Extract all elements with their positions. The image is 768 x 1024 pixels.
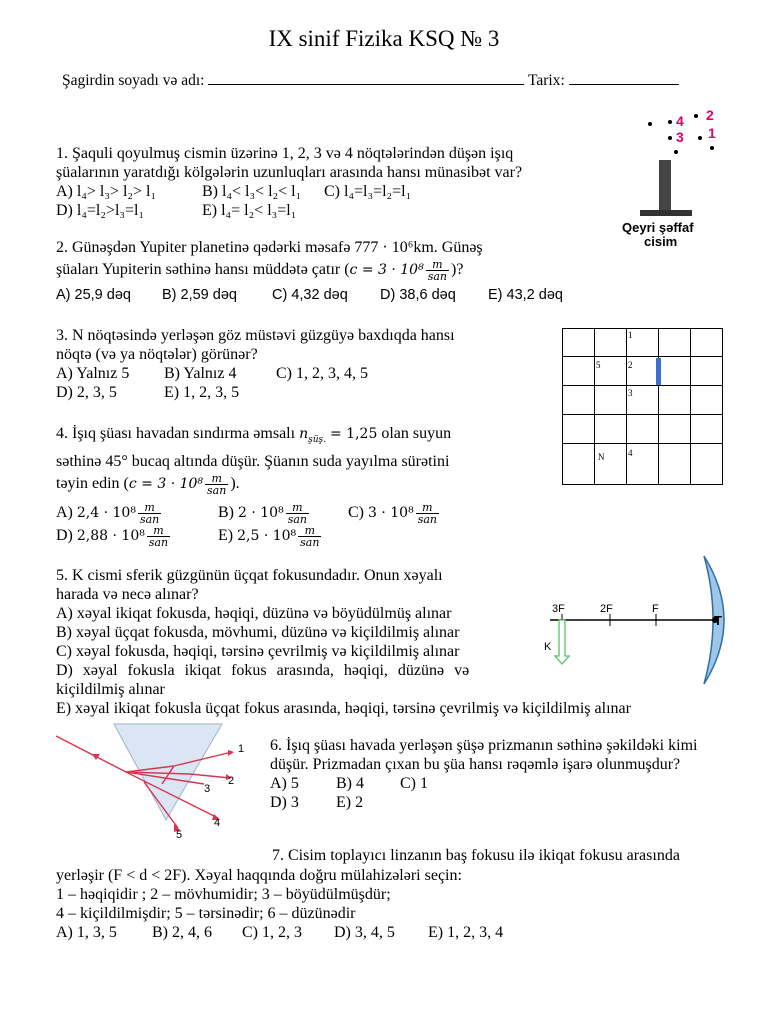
q5-option-e[interactable]: E) xəyal ikiqat fokusla üçqat fokus arasında, həqiqi, tərsinə çevrilmiş və kiçildilmiş alınar — [56, 700, 631, 717]
q6-text-1: 6. İşıq şüası havada yerləşən şüşə prizmanın səthinə şəkildəki kimi — [270, 737, 698, 754]
q4-text-1a: 4. İşıq şüası havadan sındırma əmsalı — [56, 425, 296, 442]
q5-mirror-figure — [536, 550, 736, 700]
q1-option-e[interactable]: E) l₄= l₂< l₃=l₁ — [202, 202, 297, 219]
q5-option-d[interactable]: D) xəyal fokusla ikiqat fokus arasında, həqiqi, düzünə və — [56, 662, 470, 679]
q1-answers-row1 — [56, 182, 596, 201]
q3-grid-figure — [562, 328, 726, 488]
q4-answers-row2 — [56, 525, 546, 548]
q3-answers-row1 — [56, 364, 556, 383]
q1-point-1: 1 — [708, 125, 716, 141]
q2-option-c[interactable]: C) 4,32 dəq — [272, 287, 348, 303]
q1-option-d[interactable]: D) l₄=l₂>l₃=l₁ — [56, 202, 145, 219]
q1-figure — [600, 100, 740, 260]
q4-text-3b: ). — [230, 475, 240, 493]
q2-answers — [56, 286, 596, 305]
q5-label-3f: 3F — [552, 603, 565, 615]
q6-prism-figure — [54, 722, 254, 844]
q4-n-symbol: n — [299, 426, 309, 442]
q1-point-4: 4 — [676, 113, 684, 129]
q6-option-e[interactable]: E) 2 — [336, 794, 364, 811]
q7-answers — [56, 923, 716, 942]
q4-text-3a: təyin edin ( — [56, 475, 129, 493]
q4-text-1 — [56, 424, 546, 450]
flat-mirror — [656, 358, 661, 385]
q2-option-e[interactable]: E) 43,2 dəq — [488, 287, 563, 303]
q6-ray-4: 4 — [214, 817, 221, 829]
q4-unit-fraction: $\frac{m}{\text{san}}$ — [207, 472, 227, 498]
q7-text-1: 7. Cisim toplayıcı linzanın baş fokusu ilə ikiqat fokusu arasında — [272, 847, 680, 864]
question-6 — [270, 736, 740, 812]
grid-point-2: 2 — [628, 360, 633, 370]
q2-text-2b: )? — [451, 261, 464, 279]
q4-n-sub: şüş. — [308, 435, 326, 446]
q1-point-2: 2 — [706, 107, 714, 123]
q4-option-d[interactable]: D) 2,88 · 10⁸ $\frac{m}{\text{san}}$ — [56, 524, 169, 550]
q6-text-2: düşür. Prizmadan çıxan bu şüa hansı rəqəmlə işarə olunmuşdur? — [270, 756, 681, 773]
q7-option-b[interactable]: B) 2, 4, 6 — [152, 924, 212, 941]
q6-answers-row1 — [270, 774, 740, 793]
date-field[interactable] — [569, 70, 679, 85]
q7-text-2: yerləşir (F < d < 2F). Xəyal haqqında doğru mülahizələri seçin: — [56, 867, 462, 884]
q7-option-c[interactable]: C) 1, 2, 3 — [242, 924, 302, 941]
q5-text-1: 5. K cismi sferik güzgünün üçqat fokusundadır. Onun xəyalı — [56, 567, 443, 584]
student-name-label: Şagirdin soyadı və adı: — [62, 72, 205, 89]
q5-label-f: F — [652, 603, 659, 615]
q1-answers-row2 — [56, 201, 596, 220]
q2-text-1: 2. Günəşdən Yupiter planetinə qədərki məsafə 777 · 10⁶km. Günəş — [56, 239, 483, 256]
q4-c-expr: c = 3 · 10⁸ — [128, 476, 204, 493]
q6-ray-3: 3 — [204, 783, 211, 795]
q4-option-c[interactable]: C) 3 · 10⁸ $\frac{m}{\text{san}}$ — [348, 501, 437, 527]
q4-text-3 — [56, 473, 546, 496]
question-3 — [56, 326, 556, 402]
question-2 — [56, 238, 596, 305]
grid-point-5: 5 — [596, 360, 601, 370]
q7-text-3: 1 – həqiqidir ; 2 – mövhumidir; 3 – böyüdülmüşdür; — [56, 886, 391, 903]
q3-option-a[interactable]: A) Yalnız 5 — [56, 365, 130, 382]
q5-text-2: harada və necə alınar? — [56, 586, 199, 603]
q1-point-3: 3 — [676, 129, 684, 145]
q5-option-d-cont: kiçildilmiş alınar — [56, 681, 165, 698]
q6-answers-row2 — [270, 793, 740, 812]
q6-ray-2: 2 — [228, 775, 235, 787]
q4-option-a[interactable]: A) 2,4 · 10⁸ $\frac{m}{\text{san}}$ — [56, 501, 160, 527]
q2-c-expr: c = 3 · 10⁸ — [349, 262, 424, 279]
q6-option-b[interactable]: B) 4 — [336, 775, 364, 792]
q6-option-a[interactable]: A) 5 — [270, 775, 299, 792]
q4-option-e[interactable]: E) 2,5 · 10⁸ $\frac{m}{\text{san}}$ — [218, 524, 320, 550]
q1-text-1: 1. Şaquli qoyulmuş cismin üzərinə 1, 2, 3 və 4 nöqtələrindən düşən işıq — [56, 145, 514, 162]
q1-object-label-2: cisim — [644, 234, 678, 249]
q5-label-2f: 2F — [600, 603, 613, 615]
q4-text-2: səthinə 45° bucaq altında düşür. Şüanın suda yayılma sürətini — [56, 453, 450, 471]
q3-option-d[interactable]: D) 2, 3, 5 — [56, 384, 117, 401]
grid-point-4: 4 — [628, 448, 633, 458]
q3-option-e[interactable]: E) 1, 2, 3, 5 — [164, 384, 240, 401]
grid-point-n: N — [598, 452, 605, 462]
q1-option-a[interactable]: A) l₄> l₃> l₂> l₁ — [56, 183, 157, 200]
q3-option-c[interactable]: C) 1, 2, 3, 4, 5 — [276, 365, 368, 382]
question-1 — [56, 144, 596, 220]
q1-text-2: şüalarının yaratdığı kölgələrin uzunluqları arasında hansı münasibət var? — [56, 164, 523, 181]
q3-text-1: 3. N nöqtəsində yerləşən göz müstəvi güzgüyə baxdıqda hansı — [56, 327, 455, 344]
q4-n-value: = 1,25 — [330, 426, 378, 442]
q5-option-a[interactable]: A) xəyal ikiqat fokusda, həqiqi, düzünə və böyüdülmüş alınar — [56, 605, 452, 622]
q3-option-b[interactable]: B) Yalnız 4 — [164, 365, 237, 382]
q2-text-2 — [56, 259, 596, 282]
q7-option-e[interactable]: E) 1, 2, 3, 4 — [428, 924, 504, 941]
q3-text-2: nöqtə (və ya nöqtələr) görünər? — [56, 346, 258, 363]
q7-option-a[interactable]: A) 1, 3, 5 — [56, 924, 117, 941]
q5-label-t: T — [714, 613, 722, 628]
q6-option-c[interactable]: C) 1 — [400, 775, 428, 792]
q2-option-a[interactable]: A) 25,9 dəq — [56, 287, 131, 303]
q5-option-c[interactable]: C) xəyal fokusda, həqiqi, tərsinə çevrilmiş və kiçildilmiş alınar — [56, 643, 460, 660]
q5-option-b[interactable]: B) xəyal üçqat fokusda, mövhumi, düzünə və kiçildilmiş alınar — [56, 624, 460, 641]
student-name-field[interactable] — [208, 70, 524, 85]
q4-option-b[interactable]: B) 2 · 10⁸ $\frac{m}{\text{san}}$ — [218, 501, 307, 527]
date-label: Tarix: — [527, 72, 565, 89]
q4-answers-row1 — [56, 502, 546, 525]
question-7 — [56, 866, 716, 942]
question-4 — [56, 424, 546, 548]
object-k-arrow — [555, 620, 569, 664]
q6-ray-5: 5 — [176, 829, 183, 841]
q4-text-1b: olan suyun — [381, 425, 452, 442]
q6-ray-1: 1 — [238, 743, 245, 755]
grid-point-1: 1 — [628, 330, 633, 340]
page-title: IX sinif Fizika KSQ № 3 — [268, 26, 500, 51]
student-header — [62, 70, 679, 90]
q6-option-d[interactable]: D) 3 — [270, 794, 299, 811]
q5-label-k: K — [544, 641, 552, 653]
q7-text-4: 4 – kiçildilmişdir; 5 – tərsinədir; 6 – düzünədir — [56, 905, 356, 922]
q3-answers-row2 — [56, 383, 556, 402]
grid-point-3: 3 — [628, 388, 633, 398]
q1-option-b[interactable]: B) l₄< l₃< l₂< l₁ — [202, 183, 302, 200]
q1-option-c[interactable]: C) l₄=l₃=l₂=l₁ — [324, 183, 412, 200]
q7-option-d[interactable]: D) 3, 4, 5 — [334, 924, 395, 941]
q1-object-label-1: Qeyri şəffaf — [622, 220, 694, 235]
q2-option-d[interactable]: D) 38,6 dəq — [380, 287, 456, 303]
q2-unit-fraction: $\frac{m}{\text{san}}$ — [427, 258, 447, 283]
q2-text-2a: şüaları Yupiterin səthinə hansı müddətə çatır ( — [56, 261, 350, 279]
opaque-object — [659, 160, 671, 212]
q2-option-b[interactable]: B) 2,59 dəq — [162, 287, 237, 303]
